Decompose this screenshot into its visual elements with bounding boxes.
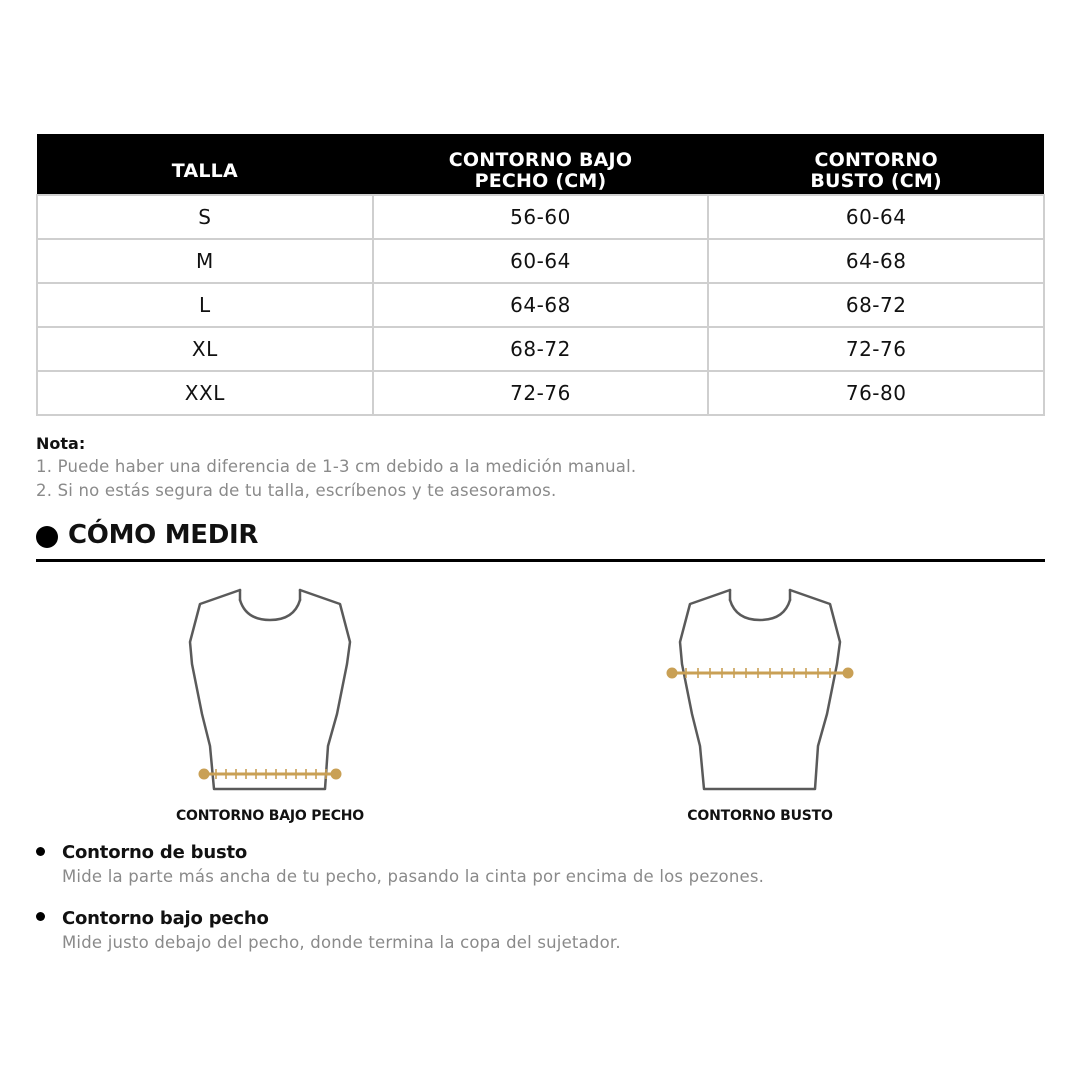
cell-talla: XL xyxy=(37,327,373,371)
section-title: CÓMO MEDIR xyxy=(68,520,259,550)
cell-busto: 72-76 xyxy=(708,327,1044,371)
cell-bajo-pecho: 72-76 xyxy=(373,371,709,415)
torso-underbust-tape-icon xyxy=(180,584,360,796)
size-chart-table xyxy=(36,134,1045,416)
table-row xyxy=(37,239,1044,283)
bullet-icon xyxy=(36,912,45,921)
torso-bust-tape-icon xyxy=(660,584,860,796)
cell-bajo-pecho: 64-68 xyxy=(373,283,709,327)
instruction-title-busto: Contorno de busto xyxy=(62,842,248,863)
cell-bajo-pecho: 56-60 xyxy=(373,195,709,239)
cell-busto: 76-80 xyxy=(708,371,1044,415)
cell-bajo-pecho: 68-72 xyxy=(373,327,709,371)
column-header-busto: CONTORNO BUSTO (CM) xyxy=(708,134,1044,195)
instruction-title-bajo-pecho: Contorno bajo pecho xyxy=(62,908,269,929)
cell-talla: M xyxy=(37,239,373,283)
note-title: Nota: xyxy=(36,434,86,453)
table-row xyxy=(37,371,1044,415)
cell-talla: L xyxy=(37,283,373,327)
section-divider xyxy=(36,559,1045,562)
note-line-2: 2. Si no estás segura de tu talla, escríbenos y te asesoramos. xyxy=(36,481,557,500)
cell-busto: 64-68 xyxy=(708,239,1044,283)
figure-caption-busto: CONTORNO BUSTO xyxy=(687,808,833,824)
instruction-desc-bajo-pecho: Mide justo debajo del pecho, donde termina la copa del sujetador. xyxy=(62,933,621,952)
bullet-icon xyxy=(36,847,45,856)
table-header-row xyxy=(37,134,1044,195)
note-line-1: 1. Puede haber una diferencia de 1-3 cm debido a la medición manual. xyxy=(36,457,637,476)
table-row xyxy=(37,327,1044,371)
figure-caption-bajo-pecho: CONTORNO BAJO PECHO xyxy=(175,808,365,824)
cell-talla: XXL xyxy=(37,371,373,415)
column-header-talla: TALLA xyxy=(37,134,373,195)
cell-busto: 60-64 xyxy=(708,195,1044,239)
column-header-bajo-pecho: CONTORNO BAJO PECHO (CM) xyxy=(373,134,709,195)
instruction-desc-busto: Mide la parte más ancha de tu pecho, pasando la cinta por encima de los pezones. xyxy=(62,867,765,886)
cell-bajo-pecho: 60-64 xyxy=(373,239,709,283)
cell-busto: 68-72 xyxy=(708,283,1044,327)
section-bullet-icon xyxy=(36,526,58,548)
cell-talla: S xyxy=(37,195,373,239)
table-row xyxy=(37,195,1044,239)
table-row xyxy=(37,283,1044,327)
